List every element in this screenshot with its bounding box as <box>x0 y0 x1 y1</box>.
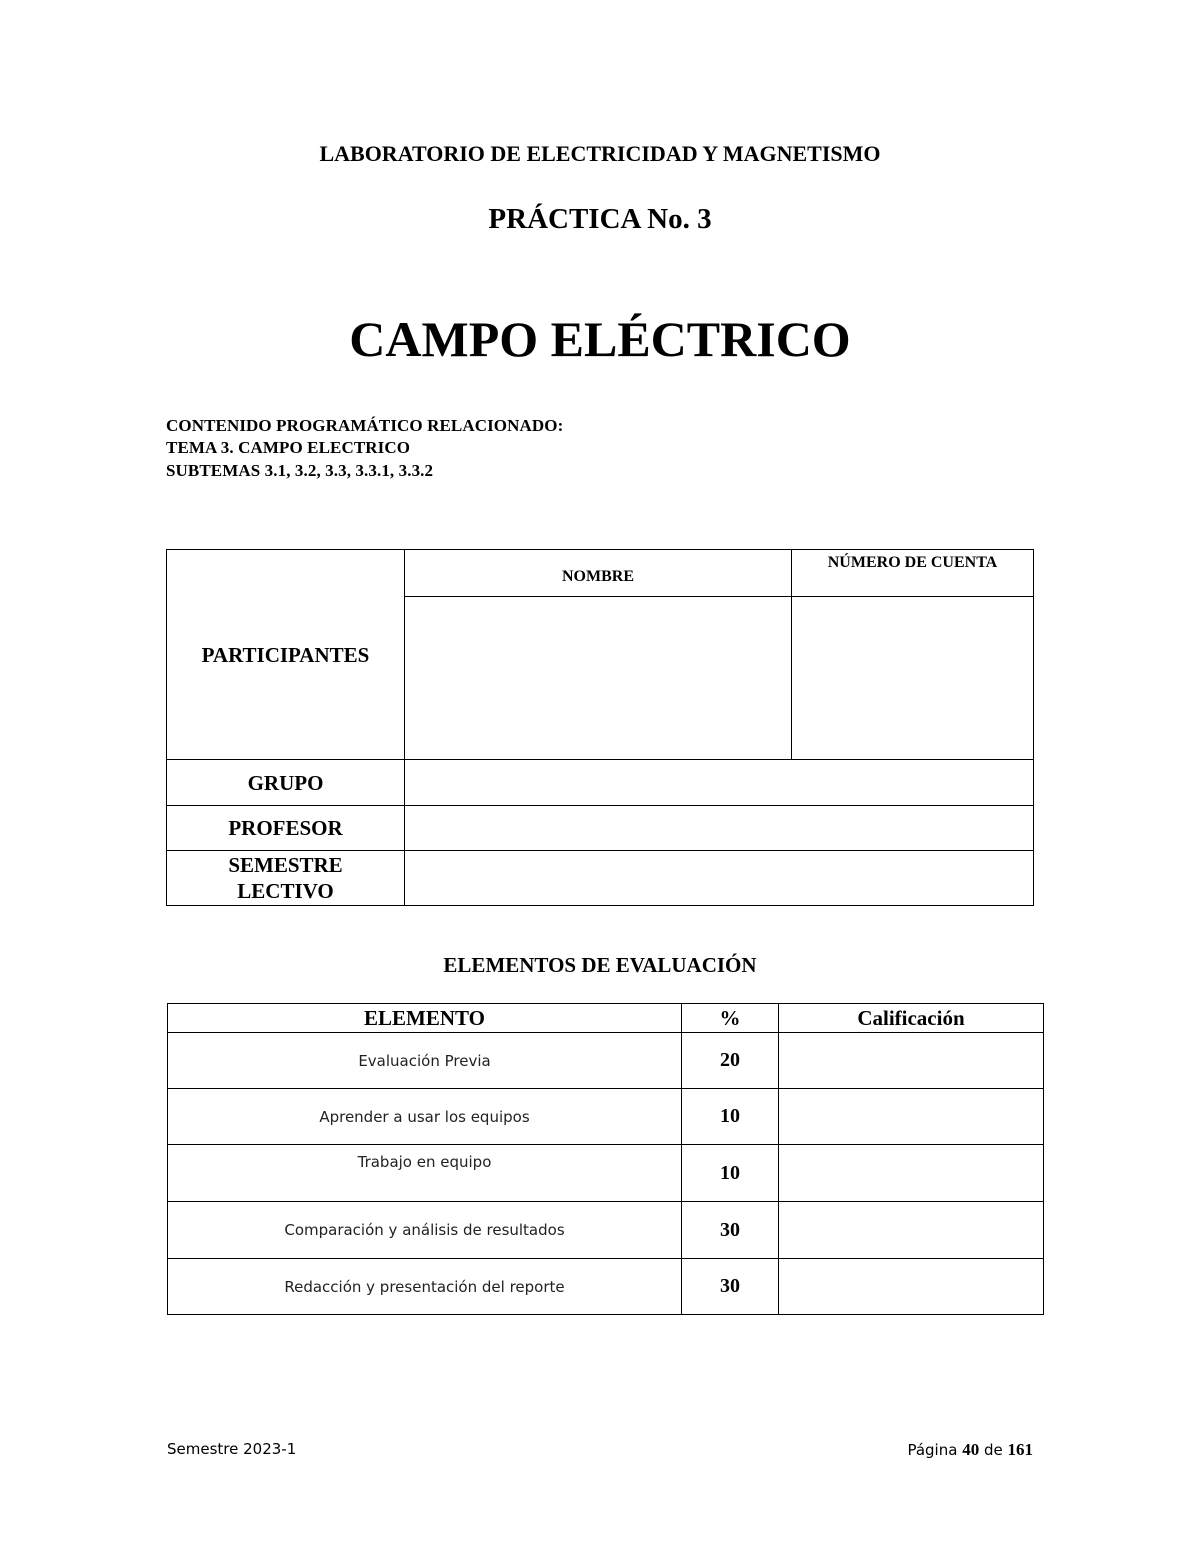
element-name: Comparación y análisis de resultados <box>168 1202 682 1259</box>
grade-cell[interactable] <box>779 1089 1044 1145</box>
lab-title: LABORATORIO DE ELECTRICIDAD Y MAGNETISMO <box>319 141 881 166</box>
element-percent: 20 <box>682 1033 779 1089</box>
name-header: NOMBRE <box>405 550 792 597</box>
participants-label: PARTICIPANTES <box>167 550 405 760</box>
element-percent: 30 <box>682 1259 779 1315</box>
element-percent: 30 <box>682 1202 779 1259</box>
name-field[interactable] <box>405 597 792 760</box>
account-header: NÚMERO DE CUENTA <box>792 550 1034 597</box>
table-row <box>168 1202 1044 1259</box>
page-title: CAMPO ELÉCTRICO <box>349 311 851 367</box>
page-of: de <box>983 1441 1003 1459</box>
element-name: Redacción y presentación del reporte <box>168 1259 682 1315</box>
grade-cell[interactable] <box>779 1033 1044 1089</box>
footer-semester: Semestre 2023-1 <box>167 1440 297 1458</box>
account-field[interactable] <box>792 597 1034 760</box>
semester-field[interactable] <box>405 851 1034 906</box>
page-number: 40 <box>962 1440 980 1459</box>
professor-field[interactable] <box>405 806 1034 851</box>
element-name: Trabajo en equipo <box>168 1145 682 1202</box>
table-row <box>168 1259 1044 1315</box>
grade-cell[interactable] <box>779 1145 1044 1202</box>
evaluation-heading: ELEMENTOS DE EVALUACIÓN <box>443 953 757 977</box>
page-total: 161 <box>1007 1440 1033 1459</box>
page-prefix: Página <box>907 1441 958 1459</box>
grade-cell[interactable] <box>779 1259 1044 1315</box>
evaluation-table <box>167 1003 1044 1315</box>
professor-label: PROFESOR <box>167 806 405 851</box>
grade-cell[interactable] <box>779 1202 1044 1259</box>
table-row <box>168 1145 1044 1202</box>
column-header-grade: Calificación <box>779 1004 1044 1033</box>
group-label: GRUPO <box>167 760 405 806</box>
participants-table <box>166 549 1034 906</box>
table-row <box>168 1089 1044 1145</box>
element-name: Aprender a usar los equipos <box>168 1089 682 1145</box>
column-header-element: ELEMENTO <box>168 1004 682 1033</box>
content-topic: TEMA 3. CAMPO ELECTRICO <box>166 438 411 457</box>
group-field[interactable] <box>405 760 1034 806</box>
semester-label <box>167 851 405 906</box>
element-name: Evaluación Previa <box>168 1033 682 1089</box>
column-header-percent: % <box>682 1004 779 1033</box>
element-percent: 10 <box>682 1089 779 1145</box>
content-subtopics: SUBTEMAS 3.1, 3.2, 3.3, 3.3.1, 3.3.2 <box>166 461 434 480</box>
semester-label-line-2: LECTIVO <box>237 879 334 903</box>
table-row <box>168 1033 1044 1089</box>
practice-number: PRÁCTICA No. 3 <box>488 203 712 235</box>
semester-label-line-1: SEMESTRE <box>228 853 343 877</box>
content-heading: CONTENIDO PROGRAMÁTICO RELACIONADO: <box>166 416 564 435</box>
element-percent: 10 <box>682 1145 779 1202</box>
footer-page-number <box>880 1440 1033 1460</box>
